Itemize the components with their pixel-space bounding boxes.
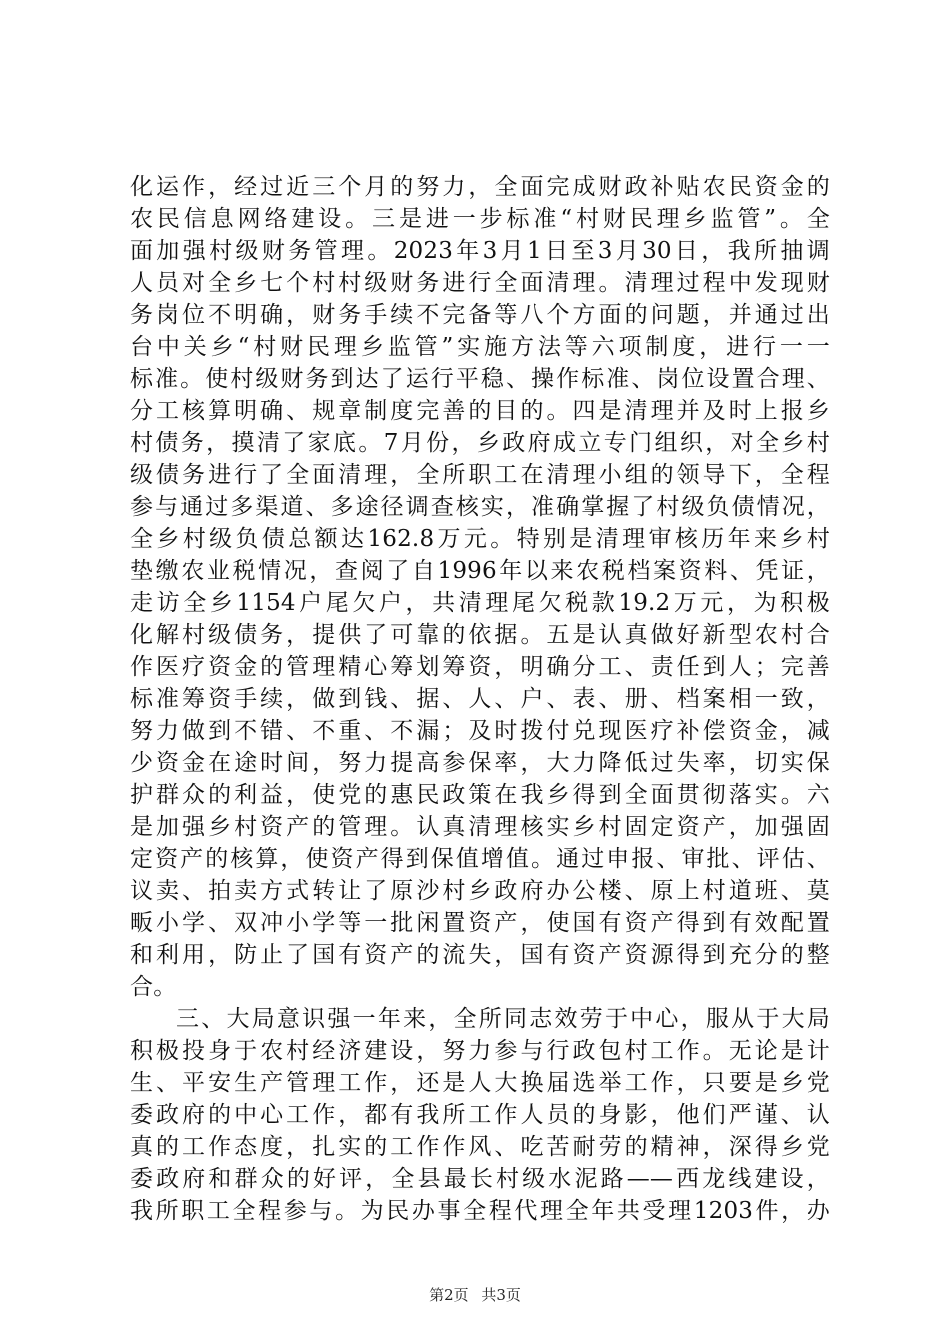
text-line: 真的工作态度，扎实的工作作风、吃苦耐劳的精神，深得乡党: [130, 1134, 830, 1160]
text-line: 积极投身于农村经济建设，努力参与行政包村工作。无论是计: [130, 1038, 830, 1064]
text-line: 台中关乡“村财民理乡监管”实施方法等六项制度，进行一一: [130, 334, 830, 360]
text-line: 垫缴农业税情况，查阅了自1996年以来农税档案资料、凭证，: [130, 558, 830, 584]
text-line: 委政府的中心工作，都有我所工作人员的身影，他们严谨、认: [130, 1102, 830, 1128]
text-line: 合。: [130, 974, 177, 1000]
text-line: 村债务，摸清了家底。7月份，乡政府成立专门组织，对全乡村: [130, 430, 830, 456]
text-line: 作医疗资金的管理精心筹划筹资，明确分工、责任到人；完善: [130, 654, 830, 680]
text-line: 级债务进行了全面清理，全所职工在清理小组的领导下，全程: [130, 462, 830, 488]
text-line: 我所职工全程参与。为民办事全程代理全年共受理1203件，办: [130, 1198, 830, 1224]
text-line: 议卖、拍卖方式转让了原沙村乡政府办公楼、原上村道班、莫: [130, 878, 830, 904]
text-line: 参与通过多渠道、多途径调查核实，准确掌握了村级负债情况，: [130, 494, 830, 520]
text-line: 分工核算明确、规章制度完善的目的。四是清理并及时上报乡: [130, 398, 830, 424]
text-line: 生、平安生产管理工作，还是人大换届选举工作，只要是乡党: [130, 1070, 830, 1096]
text-line: 全乡村级负债总额达162.8万元。特别是清理审核历年来乡村: [130, 526, 830, 552]
text-line: 标准。使村级财务到达了运行平稳、操作标准、岗位设置合理、: [130, 366, 830, 392]
page-number: 第2页: [429, 1286, 469, 1304]
text-line: 是加强乡村资产的管理。认真清理核实乡村固定资产，加强固: [130, 814, 830, 840]
paragraph-start-line: 三、大局意识强一年来，全所同志效劳于中心，服从于大局: [176, 1006, 830, 1032]
text-line: 和利用，防止了国有资产的流失，国有资产资源得到充分的整: [130, 942, 830, 968]
text-line: 标准筹资手续，做到钱、据、人、户、表、册、档案相一致，: [130, 686, 830, 712]
text-line: 畈小学、双冲小学等一批闲置资产，使国有资产得到有效配置: [130, 910, 830, 936]
page-total: 共3页: [481, 1286, 521, 1304]
page-footer: [0, 1285, 950, 1305]
text-line: 少资金在途时间，努力提高参保率，大力降低过失率，切实保: [130, 750, 830, 776]
text-line: 务岗位不明确，财务手续不完备等八个方面的问题，并通过出: [130, 302, 830, 328]
text-line: 化解村级债务，提供了可靠的依据。五是认真做好新型农村合: [130, 622, 830, 648]
text-line: 委政府和群众的好评，全县最长村级水泥路——西龙线建设，: [130, 1166, 830, 1192]
text-line: 面加强村级财务管理。2023年3月1日至3月30日，我所抽调: [130, 238, 830, 264]
text-line: 化运作，经过近三个月的努力，全面完成财政补贴农民资金的: [130, 174, 830, 200]
text-line: 走访全乡1154户尾欠户，共清理尾欠税款19.2万元，为积极: [130, 590, 830, 616]
text-line: 护群众的利益，使党的惠民政策在我乡得到全面贯彻落实。六: [130, 782, 830, 808]
text-line: 农民信息网络建设。三是进一步标准“村财民理乡监管”。全: [130, 206, 830, 232]
body-text: [130, 171, 830, 1227]
text-line: 定资产的核算，使资产得到保值增值。通过申报、审批、评估、: [130, 846, 830, 872]
text-line: 人员对全乡七个村村级财务进行全面清理。清理过程中发现财: [130, 270, 830, 296]
text-line: 努力做到不错、不重、不漏；及时拨付兑现医疗补偿资金，减: [130, 718, 830, 744]
